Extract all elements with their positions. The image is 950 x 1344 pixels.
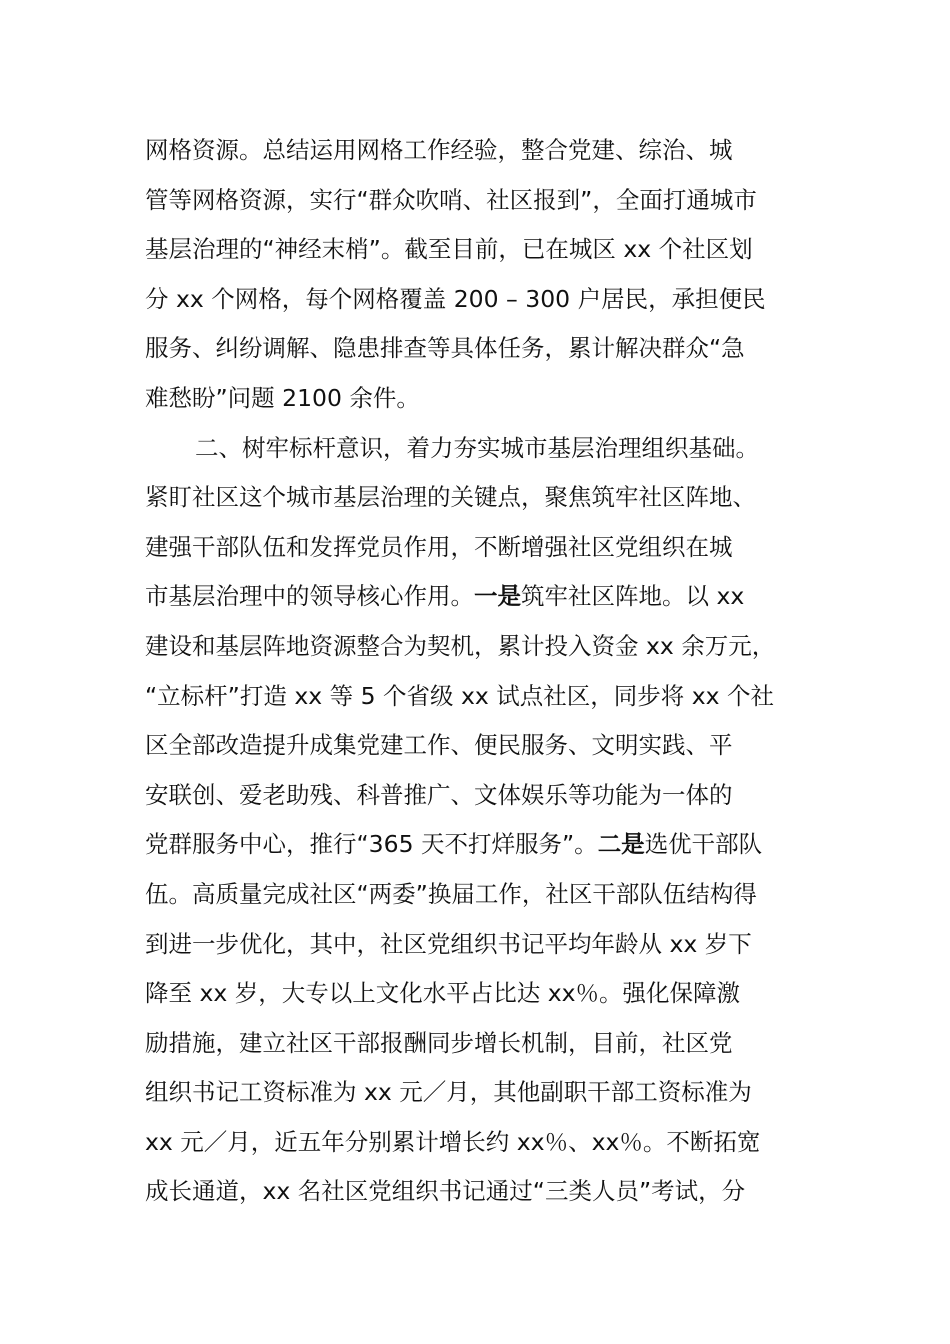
text-line: 安联创、爱老助残、科普推广、文体娱乐等功能为一体的 (145, 780, 733, 809)
text-line: 服务、纠纷调解、隐患排查等具体任务，累计解决群众“急 (145, 334, 745, 363)
text-line: “立标杆”打造 xx 等 5 个省级 xx 试点社区，同步将 xx 个社 (145, 681, 775, 710)
text-line: 分 xx 个网格，每个网格覆盖 200 – 300 户居民，承担便民 (145, 284, 766, 313)
bold-keyword: 一是 (474, 582, 521, 611)
text-segment: 选优干部队 (644, 830, 763, 859)
text-line: 基层治理的“神经末梢”。截至目前，已在城区 xx 个社区划 (145, 235, 753, 264)
text-line: 区全部改造提升成集党建工作、便民服务、文明实践、平 (145, 731, 733, 760)
text-line: 励措施，建立社区干部报酬同步增长机制，目前，社区党 (145, 1028, 733, 1057)
text-line: 组织书记工资标准为 xx 元／月，其他副职干部工资标准为 (145, 1078, 752, 1107)
text-line-mixed (145, 820, 835, 870)
text-line: 难愁盼”问题 2100 余件。 (145, 383, 420, 412)
text-line: 成长通道，xx 名社区党组织书记通过“三类人员”考试，分 (145, 1177, 746, 1206)
text-line: 建强干部队伍和发挥党员作用，不断增强社区党组织在城 (145, 532, 733, 561)
body-text (145, 126, 835, 1217)
text-line: xx 元／月，近五年分别累计增长约 xx％、xx％。不断拓宽 (145, 1127, 761, 1156)
text-line: 到进一步优化，其中，社区党组织书记平均年龄从 xx 岁下 (145, 929, 752, 958)
text-line: 管等网格资源，实行“群众吹哨、社区报到”，全面打通城市 (145, 185, 757, 214)
text-segment: 党群服务中心，推行“365 天不打烊服务”。 (145, 830, 598, 859)
text-line: 建设和基层阵地资源整合为契机，累计投入资金 xx 余万元， (145, 631, 776, 660)
text-line: 降至 xx 岁，大专以上文化水平占比达 xx％。强化保障激 (145, 979, 741, 1008)
text-line: 紧盯社区这个城市基层治理的关键点，聚焦筑牢社区阵地、 (145, 483, 756, 512)
text-line-mixed (145, 572, 835, 622)
text-line: 网格资源。总结运用网格工作经验，整合党建、综治、城 (145, 136, 733, 164)
text-line: 伍。高质量完成社区“两委”换届工作，社区干部队伍结构得 (145, 879, 757, 908)
bold-keyword: 二是 (597, 830, 645, 859)
section-heading: 二、树牢标杆意识，着力夯实城市基层治理组织基础。 (195, 433, 759, 462)
text-segment: 市基层治理中的领导核心作用。 (145, 582, 474, 611)
text-segment: 筑牢社区阵地。以 xx (521, 582, 745, 611)
